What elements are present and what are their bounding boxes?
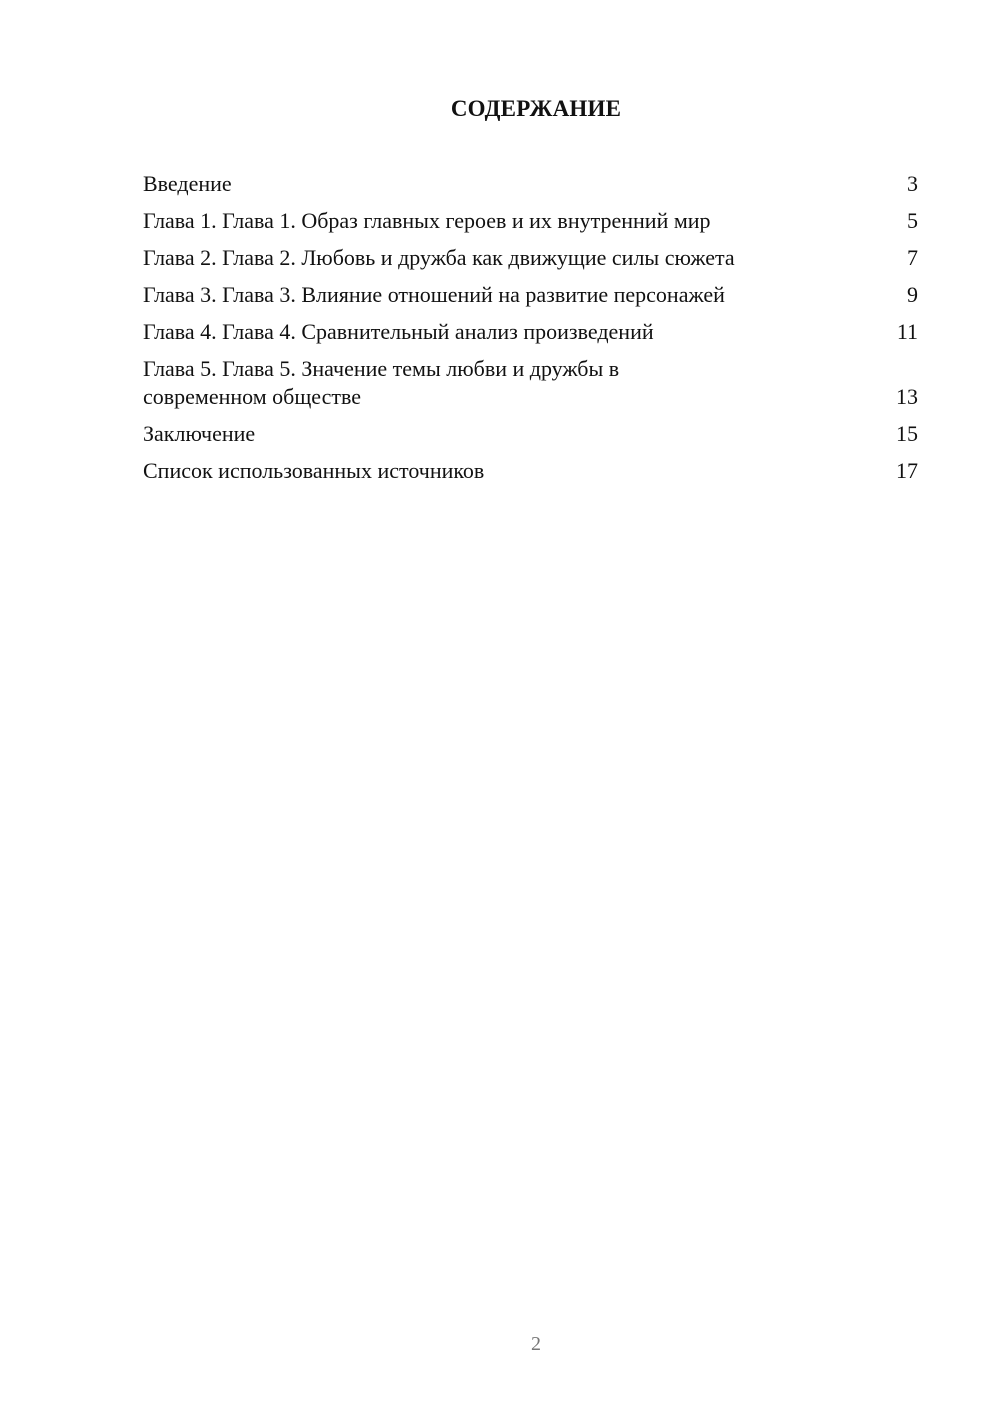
toc-entry-page: 7 [907,245,918,270]
toc-entry-label: Введение [143,171,232,196]
toc-entry-chapter-5 [143,355,918,411]
toc-entry-page: 15 [896,421,918,446]
toc-entry-label: Глава 4. Глава 4. Сравнительный анализ произведений [143,319,654,344]
toc-entry-page: 5 [907,208,918,233]
page-title: СОДЕРЖАНИЕ [450,96,622,121]
toc-entry-page: 3 [907,171,918,196]
toc-entry-chapter-1 [143,207,918,235]
toc-entry-chapter-4 [143,318,918,346]
toc-entry-label: Заключение [143,421,256,446]
toc-entry-page: 11 [896,319,918,344]
toc-entry-label: Глава 1. Глава 1. Образ главных героев и их внутренний мир [143,208,711,233]
toc-entry-label: Глава 5. Глава 5. Значение темы любви и дружбы в современном обществе [143,356,620,409]
toc-entry-label: Глава 3. Глава 3. Влияние отношений на развитие персонажей [143,282,725,307]
toc-entry-references [143,457,918,485]
toc-entry-chapter-2 [143,244,918,272]
toc-entry-page: 9 [907,282,918,307]
toc-entry-page: 13 [896,384,918,409]
page-number: 2 [531,1333,541,1355]
toc-entry-page: 17 [896,458,918,483]
toc-entry-label: Глава 2. Глава 2. Любовь и дружба как движущие силы сюжета [143,245,735,270]
toc-entry-chapter-3 [143,281,918,309]
toc-entry-label: Список использованных источников [143,458,485,483]
toc-entry-introduction [143,170,918,198]
toc-entry-conclusion [143,420,918,448]
table-of-contents [143,170,918,494]
